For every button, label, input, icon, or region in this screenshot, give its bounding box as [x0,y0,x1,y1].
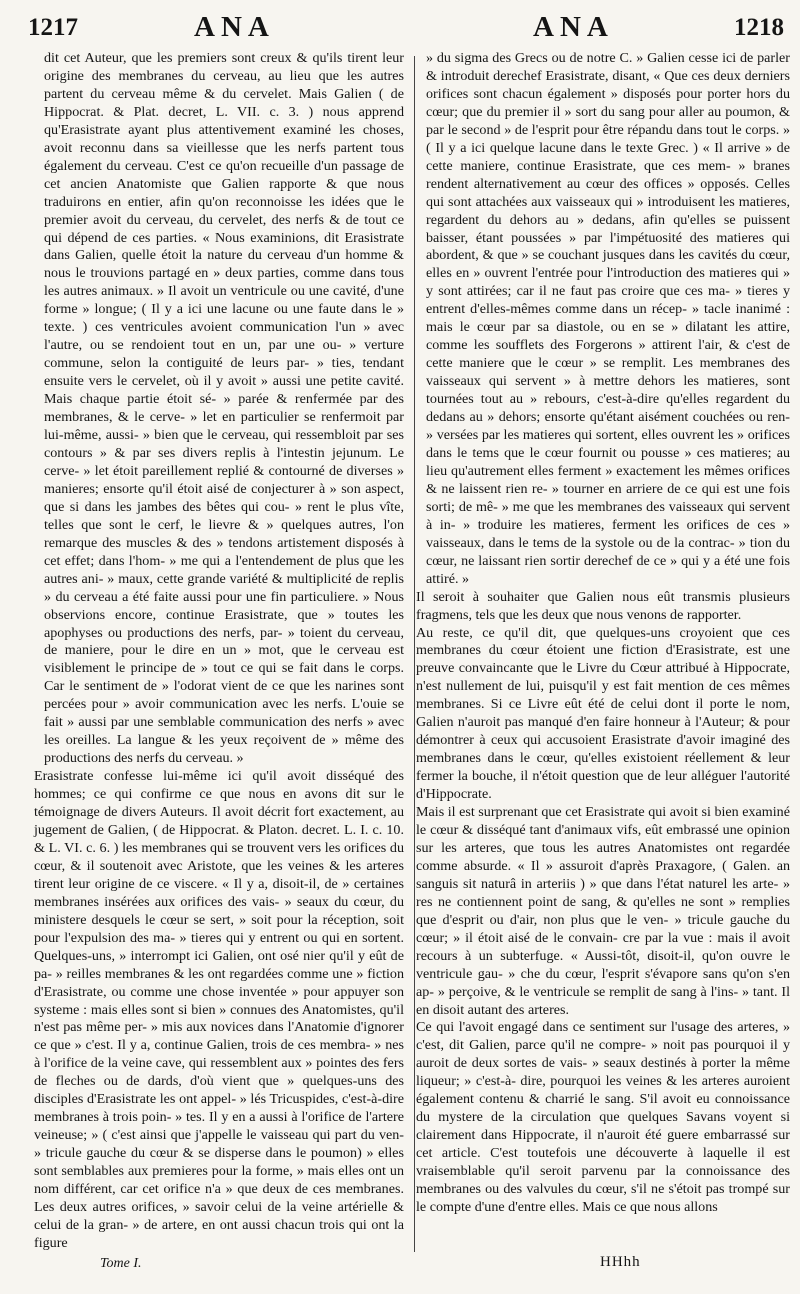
paragraph: Mais il est surprenant que cet Erasistrate qui avoit si bien examiné le cœur & disséqué tant d'animaux vifs, eût embrassé une opinion sur les arteres, que tous les autres Anatomistes ont regardée comme absurde. « Il » assuroit d'après Praxagore, ( Galen. an sanguis sit naturâ in arteriis ) » que dans l'état naturel les arte- » res ne contiennent point de sang, & qu'elles ne sont » remplies que d'esprit ou d'air, non plus que le ven- » tricule gauche du cœur; » il étoit aisé de le convain- cre par la vue : mais il avoit recours à un subterfuge. « Aussi-tôt, disoit-il, qu'on ouvre le ventricule gau- » che du cœur, l'esprit s'évapore sans qu'on s'en ap- » perçoive, & le ventricule se remplit de sang à l'ins- » tant. Il en disoit autant des arteres. [416,804,790,1018]
text-columns [10,50,790,1250]
page-number-left: 1217 [28,14,78,41]
paragraph: » du sigma des Grecs ou de notre C. » Galien cesse ici de parler & introduit derechef Erasistrate, disant, « Que ces deux derniers orifices sont chacun également » disposés pour porter hors du cœur; que du premier il » sort du sang pour aller au poumon, & par le second » de l'esprit pour être répandu dans tout le corps. » ( Il y a ici quelque lacune dans le texte Grec. ) « Il arrive » de cette maniere, continue Erasistrate, que ces mem- » branes rendent alternativement au cœur des offices » opposés. Celles qui sont attachées aux vaisseaux qui » introduisent les matieres, regardent du dehors au » dedans, afin qu'elles se puissent baisser, étant poussées » par l'impétuosité des matieres qui abordent, & que » se couchant jusques dans les cavités du cœur, elles en » ouvrent l'entrée pour l'introduction des matieres qui » y sont attirées; car il ne faut pas croire que ces ma- » tieres y entrent d'elles-mêmes comme dans un récep- » tacle inanimé : mais le cœur par sa diastole, ou en se » dilatant les attire, comme les soufflets des Forgerons » attirent l'air, & c'est de cette maniere que le cœur » se remplit. Les membranes des vaisseaux qui servent » à mettre dehors les matieres, sont tournées tout au » rebours, c'est-à-dire qu'elles regardent du dedans au » dehors; ensorte qu'étant aisément couchées ou ren- » versées par les matieres qui sortent, elles ouvrent les » orifices dans le tems que le cœur fournit ou pousse » ces matieres; au lieu qu'autrement elles ferment » exactement les mêmes orifices & ne laissent rien re- » tourner en arriere de ce qui est une fois sorti; de mê- » me que les membranes des vaisseaux qui servent à in- » troduire les matieres, ferment les orifices de ces » vaisseaux, dans le tems de la systole ou de la contrac- » tion du cœur, ne laissant rien sortir derechef de ce » qui y a été une fois attiré. » [426,50,790,587]
right-column [416,50,790,1217]
volume-label: Tome I. [100,1256,142,1271]
left-column [34,50,404,1253]
column-divider [414,56,415,1252]
paragraph: Ce qui l'avoit engagé dans ce sentiment sur l'usage des arteres, » c'est, dit Galien, parce qu'il ne compre- » noit pas pourquoi il y auroit de deux sortes de vais- » seaux destinés à porter la même liqueur; » c'est-à- dire, pourquoi les veines & les arteres auroient également contenu & charrié le sang. S'il avoit eu connoissance du mystere de la circulation que quelques Savans voyent si clairement dans Hippocrate, il n'auroit été guere embarrassé sur cet article. C'est toutefois une découverte à laquelle il est vraisemblable qu'il seroit parvenu par la connoissance des membranes ou des valvules du cœur, s'il ne s'étoit pas trompé sur le compte d'une d'entre elles. Mais ce que nous allons [416,1019,790,1215]
page-number-right: 1218 [734,14,784,41]
paragraph: Erasistrate confesse lui-même ici qu'il avoit disséqué des hommes; ce qui confirme ce que nous en avons dit sur le témoignage de divers Auteurs. Il avoit décrit fort exactement, au jugement de Galien, ( de Hippocrat. & Platon. decret. L. I. c. 10. & L. VI. c. 6. ) les membranes qui se trouvent vers les orifices du cœur, & il soutenoit avec Aristote, que les veines & les arteres tirent leur origine de ce viscere. « Il y a, disoit-il, de » certaines membranes insérées aux orifices des vais- » seaux du cœur, du ministere desquels le cœur se sert, » soit pour la réception, soit pour l'expulsion des ma- » tieres qui y entrent ou qui en sortent. Quelques-uns, » interrompt ici Galien, ont osé nier qu'il y eût de pa- » reilles membranes & les ont regardées comme une » fiction d'Erasistrate, ou comme une chose inventée » pour appuyer son systeme : mais elles sont si bien » connues des Anatomistes, qu'il n'est pas même per- » mis aux novices dans l'Anatomie d'ignorer ce que » c'est. Il y a, continue Galien, trois de ces membra- » nes à l'orifice de la veine cave, qui ressemblent aux » pointes des fers de fleches ou de dards, d'où vient que » quelques-uns des disciples d'Erasistrate les ont appel- » lés Tricuspides, c'est-à-dire membranes à trois poin- » tes. Il y en a aussi à l'orifice de l'artere veineuse; » ( c'est ainsi que j'appelle le vaisseau qui part du ven- » tricule gauche du cœur & se disperse dans le poumon) » elles sont semblables aux premieres pour la forme, » mais elles ont un nom différent, car cet orifice n'a » que deux de ces membranes. Les deux autres orifices, » savoir celui de la veine artérielle & celui de la gran- » de artere, en ont aussi chacun trois qui ont la figure [34,768,404,1251]
paragraph: Au reste, ce qu'il dit, que quelques-uns croyoient que ces membranes du cœur étoient une fiction d'Erasistrate, est une preuve convaincante que le Livre du Cœur attribué à Hippocrate, n'est nullement de lui, puisqu'il y est fait mention de ces mêmes membranes. Si ce Livre eût été de celui dont il porte le nom, Galien n'auroit pas manqué d'en faire honneur à l'Auteur; & pour démontrer à ceux qui accusoient Erasistrate d'avoir imaginé des membranes dans le cœur, qu'elles existoient réellement & leur fermer la bouche, il n'étoit question que de leur alléguer l'autorité d'Hippocrate. [416,624,790,803]
running-word-right: ANA [533,11,614,43]
signature-mark: HHhh [600,1254,641,1270]
running-word-left: ANA [194,11,275,43]
page-footer [0,1254,800,1288]
running-header [10,8,790,50]
paragraph: dit cet Auteur, que les premiers sont creux & qu'ils tirent leur origine des membranes du cerveau, au lieu que les autres partent du cerveau même & du cervelet. Mais Galien ( de Hippocrat. & Plat. decret, L. VII. c. 3. ) nous apprend qu'Erasistrate ayant plus attentivement examiné les choses, avoit reconnu dans sa vieillesse que les nerfs partent tous également du cerveau. C'est ce qu'on recueille d'un passage de cet ancien Anatomiste que Galien rapporte & que nous traduirons en entier, afin qu'on reconnoisse les idées que le premier avoit du cerveau, du cervelet, des nerfs & de tout ce qui dépend de ces parties. « Nous examinions, dit Erasistrate dans Galien, quelle étoit la nature du cerveau d'un homme & nous le trouvions partagé en » deux parties, comme dans tous les autres animaux. » Il avoit un ventricule ou une cavité, d'une forme » longue; ( Il y a ici une lacune ou une faute dans le » texte. ) ces ventricules avoient communication l'un » avec l'autre, ou se rendoient tout en un, par une ou- » verture commune, selon la contiguité de leurs par- » ties, tendant ensuite vers le cervelet, où il y avoit » aussi une petite cavité. Mais chaque partie étoit sé- » parée & renfermée par des membranes, & le cerve- » let en particulier se renfermoit par lui-même, aussi- » bien que le cerveau, qui ressembloit par ses contours » & par ses divers replis à l'intestin jejunum. Le cerve- » let étoit pareillement replié & contourné de diverses » manieres; ensorte qu'il étoit aisé de conjecturer à » son aspect, que si dans les jambes des bêtes qui cou- » rent le plus vîte, telles que sont le cerf, le lievre & » quelques autres, l'on remarque des muscles & des » tendons artistement disposés à cet effet; dans l'hom- » me qui a l'entendement de plus que les autres ani- » maux, cette grande variété & multiplicité de replis » du cerveau a été faite aussi pour une fin particuliere. » Nous observions encore, continue Erasistrate, que » toutes les apophyses ou productions des nerfs, par- » toient du cerveau, de maniere, pour le dire en un » mot, que le cerveau est visiblement le principe de » tout ce qui se fait dans le corps. Car le sentiment de » l'odorat vient de ce que les narines sont percées pour » avoir communication avec les nerfs. L'ouie se fait » aussi par une semblable communication des nerfs » avec les oreilles. La langue & les yeux reçoivent de » même des productions des nerfs du cerveau. » [44,50,404,767]
paragraph: Il seroit à souhaiter que Galien nous eût transmis plusieurs fragmens, tels que les deux que nous venons de rapporter. [416,588,790,623]
